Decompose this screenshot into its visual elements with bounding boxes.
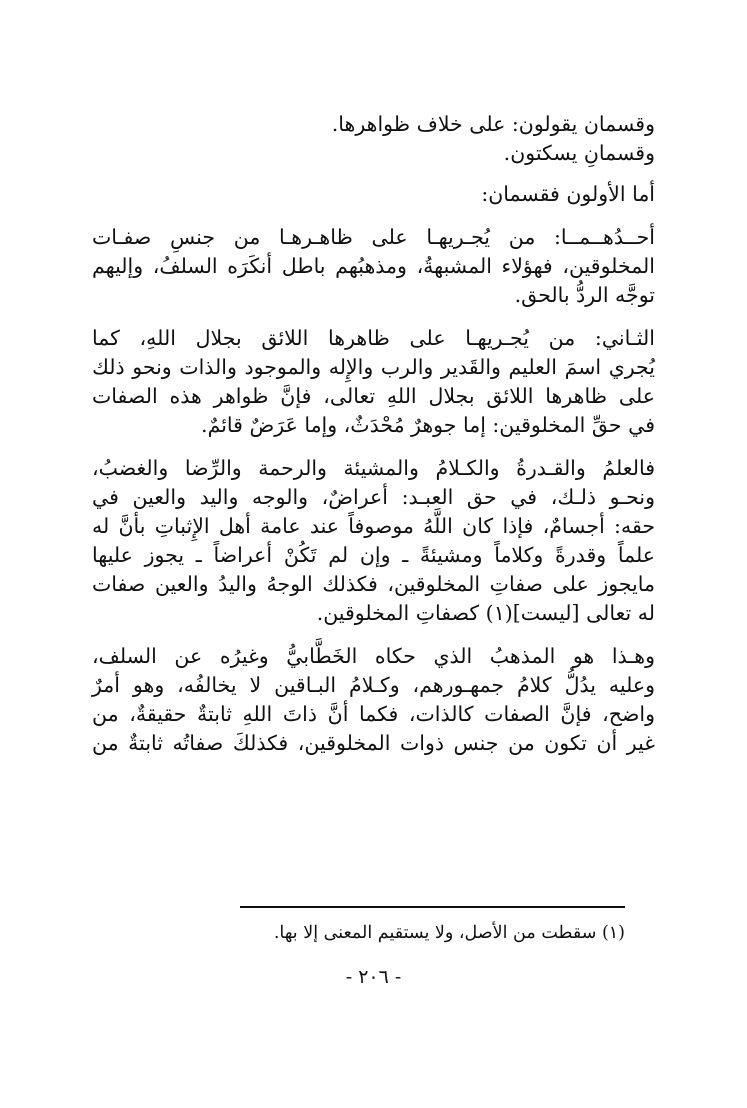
paragraph-line: له تعالى [ليست](١) كصفاتِ المخلوقين. xyxy=(316,601,655,625)
paragraph-line: في حقِّ المخلوقين: إما جوهرٌ مُحْدَثٌ، وإما عَرَضٌ قائمٌ. xyxy=(201,413,655,437)
paragraph-line: أحــدُهــمــا: من يُجـريهـا على ظاهـرهـا من جنسِ صفـات xyxy=(92,225,655,249)
paragraph-line: واضح، فإنَّ الصفات كالذات، فكما أنَّ ذاتَ اللهِ ثابتةٌ حقيقةٌ، من xyxy=(92,702,655,726)
paragraph-line: توجَّه الردُّ بالحق. xyxy=(514,283,655,307)
paragraph-third xyxy=(92,454,655,628)
paragraph-line: يُجري اسمَ العليم والقَدير والرب والإِله والموجود والذات ونحو ذلك xyxy=(92,355,655,379)
paragraph-line: وهـذا هو المذهبُ الذي حكاه الخَطَّابيُّ وغيرُه عن السلف، xyxy=(92,644,655,668)
paragraph-line: ونحـو ذلـك، في حق العبـد: أعراضٌ، والوجه واليد والعين في xyxy=(92,485,655,509)
footnote: (١) سقطت من الأصل، ولا يستقيم المعنى إلا بها. xyxy=(273,923,625,943)
footnote-divider xyxy=(240,906,625,908)
paragraph-line: علماً وقدرةً وكلاماً ومشيئةً ـ وإن لم تَكُنْ أعراضاً ـ يجوز عليها xyxy=(92,543,655,567)
paragraph-line: على ظاهرها اللائق بجلال اللهِ تعالى، فإنَّ ظواهر هذه الصفات xyxy=(92,384,655,408)
intro-line: وقسمانِ يسكتون. xyxy=(503,141,655,165)
paragraph-line: فالعلمُ والقـدرةُ والكـلامُ والمشيئة والرحمة والرِّضا والغضبُ، xyxy=(92,456,655,480)
paragraph-fourth xyxy=(92,642,655,758)
paragraph-line: وعليه يدُلُّ كلامُ جمهـورهم، وكـلامُ البـاقين لا يخالفُه، وهو أمرٌ xyxy=(92,673,655,697)
paragraph-line: مايجوز على صفاتِ المخلوقين، فكذلك الوجهُ واليدُ والعين صفات xyxy=(92,572,655,596)
paragraph-line: حقه: أجسامٌ، فإذا كان اللَّهُ موصوفاً عند عامة أهل الإِثباتِ بأنَّ له xyxy=(92,514,655,538)
section-heading: أما الأولون فقسمان: xyxy=(481,182,655,206)
paragraph-first xyxy=(92,223,655,310)
intro-line: وقسمان يقولون: على خلاف ظواهرها. xyxy=(331,112,655,136)
paragraph-line: غير أن تكون من جنس ذوات المخلوقين، فكذلكَ صفاتُه ثابتةٌ من xyxy=(92,731,655,755)
intro-block xyxy=(92,110,655,168)
paragraph-second xyxy=(92,324,655,440)
page-number: - ٢٠٦ - xyxy=(345,966,402,988)
paragraph-line: المخلوقين، فهؤلاء المشبهةُ، ومذهبُهم باطل أنكَرَه السلفُ، وإليهم xyxy=(92,254,655,278)
paragraph-line: الثـاني: من يُجـريهـا على ظاهرها اللائق بجلال اللهِ، كما xyxy=(92,326,655,350)
